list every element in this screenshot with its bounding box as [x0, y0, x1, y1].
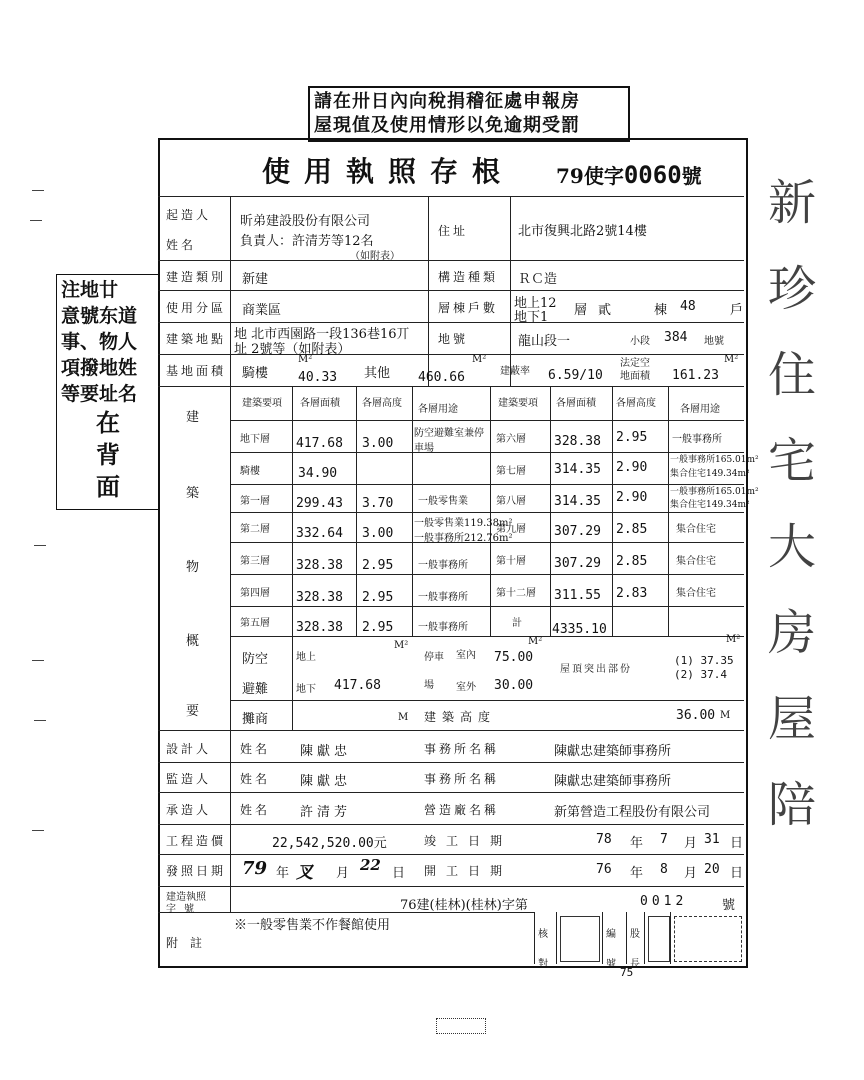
builder-name-label: 姓名: [166, 238, 197, 252]
header-height: 各層高度: [362, 398, 402, 409]
shelter-label-2: 避難: [242, 682, 269, 697]
designer-name: 陳獻忠: [300, 744, 352, 759]
floor-area: 314.35: [554, 494, 601, 509]
floor-use: 一般事務所165.01m²: [670, 487, 759, 497]
floor-use: 一般零售業119.38m²: [414, 518, 513, 529]
lot-number: 384: [664, 330, 688, 345]
row-line: [158, 854, 744, 855]
seal-stamp: [674, 916, 742, 962]
col-line: [556, 912, 557, 964]
header-height: 各層高度: [616, 398, 656, 409]
floor-area: 328.38: [296, 590, 343, 605]
side-note-line: 事、物人: [61, 331, 138, 353]
header-item: 建築要項: [242, 398, 282, 409]
floors-above: 地上12: [514, 296, 557, 311]
stamp-char: 新: [767, 175, 816, 231]
floor-name: 地下層: [240, 434, 270, 445]
start-month: 8: [660, 862, 668, 877]
unit-m: M: [398, 712, 409, 723]
permit-no: 0060: [623, 161, 682, 189]
household-unit: 戶: [730, 303, 744, 318]
unit-m2: M²: [724, 354, 739, 365]
building-permit-label-2: 字號: [166, 904, 202, 915]
floor-area: 417.68: [296, 436, 343, 451]
builder-attach: （如附表）: [350, 251, 400, 262]
parking-outdoor-label: 室外: [456, 682, 476, 693]
address-label: 住址: [438, 224, 469, 238]
name-label: 姓名: [240, 742, 271, 756]
row-line: [158, 792, 744, 793]
floor-use: 集合住宅: [676, 556, 716, 567]
coverage-value: 6.59/10: [548, 368, 603, 383]
margin-mark: [32, 190, 44, 191]
stamp-char: 珍: [767, 261, 816, 317]
summary-label: 概: [186, 634, 200, 649]
header-use: 各層用途: [680, 404, 720, 415]
completion-year: 78: [596, 832, 612, 847]
building-height: 36.00: [676, 708, 716, 723]
floor-area: 328.38: [296, 620, 343, 635]
year-unit: 年: [276, 866, 290, 881]
floor-use: 一般事務所: [672, 434, 722, 445]
row-line: [230, 420, 744, 421]
row-line: [230, 484, 744, 485]
site-address-1: 地 北市西園路一段136巷16丌: [234, 327, 410, 342]
coverage-label: 建蔽率: [500, 366, 530, 377]
floor-name: 第四層: [240, 588, 270, 599]
floor-name: 第十層: [496, 556, 526, 567]
year-unit: 年: [630, 836, 644, 851]
month-unit: 月: [336, 866, 350, 881]
name-label: 姓名: [240, 772, 271, 786]
row-line: [158, 290, 744, 291]
designer-office: 陳獻忠建築師事務所: [554, 744, 672, 759]
side-note-line: 注地廿: [61, 279, 119, 301]
height-label: 建築高度: [424, 710, 497, 724]
parking-label-1: 停車: [424, 652, 444, 663]
floor-area: 332.64: [296, 526, 343, 541]
day-unit: 日: [730, 836, 744, 851]
shelter-above-label: 地上: [296, 652, 316, 663]
area-label: 基地面積: [166, 364, 227, 378]
header-use: 各層用途: [418, 404, 458, 415]
lot-suffix: 地號: [704, 336, 724, 347]
start-year: 76: [596, 862, 612, 877]
permit-number: [556, 160, 702, 189]
stamp-char: 房: [767, 605, 816, 661]
floor-use: 防空避難室兼停車場: [414, 428, 484, 454]
roof-label: 屋頂突出部份: [560, 664, 632, 675]
col-line: [550, 386, 551, 636]
col-line: [510, 196, 511, 386]
unit-m2: M²: [528, 636, 543, 647]
builder-label: 起造人: [166, 208, 212, 222]
completion-month: 7: [660, 832, 668, 847]
side-note-strong: 面: [96, 472, 120, 501]
supervisor-name: 陳獻忠: [300, 774, 352, 789]
floor-height: 2.95: [362, 590, 394, 605]
issue-month: 叉: [296, 863, 313, 883]
floor-area: 34.90: [298, 466, 338, 481]
remark-no: 75: [620, 966, 634, 979]
row-line: [158, 730, 744, 731]
row-line: [158, 386, 744, 387]
parking-indoor: 75.00: [494, 650, 534, 665]
side-note-line: 等要址名: [61, 383, 138, 405]
parking-indoor-label: 室內: [456, 650, 476, 661]
unit-m2: M²: [472, 354, 487, 365]
dept-stamp: [648, 916, 670, 962]
bottom-stamp: [436, 1018, 486, 1034]
col-line: [230, 196, 231, 912]
roof-area-1: (1) 37.35: [674, 654, 734, 667]
cost-label: 工程造價: [166, 834, 227, 848]
page-title: 使用執照存根: [262, 155, 515, 188]
category-value: 新建: [242, 272, 269, 287]
floor-use: 一般事務所: [418, 560, 468, 571]
issue-label: 發照日期: [166, 864, 227, 878]
parking-label-2: 場: [424, 680, 434, 691]
floor-use: 一般事務所: [418, 622, 468, 633]
floors-below: 地下1: [514, 310, 549, 325]
edit-label: 編號: [606, 929, 616, 970]
building-unit: 棟: [654, 303, 668, 318]
factory-label: 營造廠名稱: [424, 803, 500, 817]
floor-area: 299.43: [296, 496, 343, 511]
supervisor-office: 陳獻忠建築師事務所: [554, 774, 672, 789]
row-line: [158, 260, 744, 261]
office-label: 事務所名稱: [424, 742, 500, 756]
structure-value: ＲＣ造: [518, 272, 558, 287]
side-note: [56, 274, 160, 510]
col-line: [626, 912, 627, 964]
side-note-line: 項撥地姓: [61, 357, 138, 379]
open-space-label-2: 地面積: [620, 371, 650, 382]
lot-section: 龍山段一: [518, 334, 571, 349]
day-unit: 日: [730, 866, 744, 881]
margin-mark: [32, 660, 44, 661]
site-address-2: 址 2號等（如附表）: [234, 342, 351, 357]
row-line: [158, 196, 744, 197]
margin-mark: [34, 545, 46, 546]
floor-use: 一般事務所165.01m²: [670, 455, 759, 465]
row-line: [158, 762, 744, 763]
header-area: 各層面積: [556, 398, 596, 409]
completion-label: 竣工日期: [424, 834, 513, 848]
designer-label: 設計人: [166, 742, 212, 756]
month-unit: 月: [684, 866, 698, 881]
floor-name: 第一層: [240, 496, 270, 507]
row-line: [158, 824, 744, 825]
floor-name: 第三層: [240, 556, 270, 567]
unit-m2: M²: [298, 354, 313, 365]
unit-m: M: [720, 710, 731, 721]
building-permit-label-1: 建造執照: [166, 892, 206, 903]
margin-mark: [30, 220, 42, 221]
supervisor-label: 監造人: [166, 772, 212, 786]
name-label: 姓名: [240, 803, 271, 817]
building-permit-value: 76建(桂林)(桂林)字第: [400, 898, 528, 913]
floor-name: 第二層: [240, 524, 270, 535]
summary-label: 築: [186, 486, 200, 501]
floor-unit: 層: [574, 303, 588, 318]
side-note-strong: 背: [96, 440, 120, 469]
lot-subsection: 小段: [630, 336, 650, 347]
col-line: [534, 912, 535, 964]
floor-height: 2.85: [616, 554, 648, 569]
issue-year: 79: [242, 858, 268, 879]
floor-height: 2.90: [616, 490, 648, 505]
col-line: [428, 196, 429, 386]
contractor-label: 承造人: [166, 803, 212, 817]
stamp-char: 大: [767, 519, 816, 575]
remark-label: 附註: [166, 936, 215, 950]
floor-name: 第六層: [496, 434, 526, 445]
side-note-strong: 在: [96, 408, 120, 437]
builder-rep: 負責人：許清芳等12名: [240, 234, 374, 249]
col-line: [490, 386, 491, 636]
unit-m2: M²: [726, 634, 741, 645]
contractor-company: 新第營造工程股份有限公司: [554, 805, 711, 820]
floor-height: 3.00: [362, 526, 394, 541]
floor-height: 2.95: [362, 620, 394, 635]
contractor-name: 許清芳: [300, 805, 352, 820]
permit-suffix: 號: [681, 164, 702, 188]
margin-mark: [32, 830, 44, 831]
floor-height: 3.70: [362, 496, 394, 511]
category-label: 建造類別: [166, 270, 227, 284]
col-line: [668, 386, 669, 636]
header-item: 建築要項: [498, 398, 538, 409]
cost-value: 22,542,520.00元: [272, 836, 387, 851]
summary-label: 建: [186, 410, 200, 425]
row-line: [158, 886, 744, 887]
floor-use: 集合住宅: [676, 588, 716, 599]
zone-label: 使用分區: [166, 301, 227, 315]
building-permit-suffix: 號: [722, 898, 736, 913]
lot-label: 地號: [438, 332, 469, 346]
shelter-below-label: 地下: [296, 684, 316, 695]
row-line: [230, 574, 744, 575]
col-line: [612, 386, 613, 636]
floor-use: 集合住宅: [676, 524, 716, 535]
permit-year: 79: [556, 164, 584, 188]
start-day: 20: [704, 862, 720, 877]
shelter-below-area: 417.68: [334, 678, 381, 693]
row-line: [230, 636, 744, 637]
building-count: 貳: [598, 303, 612, 318]
row-line: [230, 512, 744, 513]
builder-company: 昕弟建設股份有限公司: [240, 214, 371, 229]
floor-name: 第十二層: [496, 588, 536, 599]
tax-notice-box: [308, 86, 630, 142]
floor-name: 第七層: [496, 466, 526, 477]
floor-use-2: 集合住宅149.34m²: [670, 469, 750, 479]
col-line: [412, 386, 413, 636]
shop-label: 攤商: [242, 712, 269, 727]
floor-height: 2.95: [616, 430, 648, 445]
floor-area: 314.35: [554, 462, 601, 477]
stamp-char: 宅: [767, 433, 816, 489]
stamp-char: 屋: [767, 691, 816, 747]
floor-area: 311.55: [554, 588, 601, 603]
stamp-char: 陪: [767, 777, 816, 833]
floor-name: 騎樓: [240, 466, 260, 477]
col-line: [644, 912, 645, 964]
floor-height: 2.90: [616, 460, 648, 475]
col-line: [602, 912, 603, 964]
total-label: 計: [512, 618, 522, 629]
year-unit: 年: [630, 866, 644, 881]
notice-line-1: 請在卅日內向稅捐稽征處申報房: [314, 91, 580, 112]
completion-day: 31: [704, 832, 720, 847]
floors-label: 層棟戶數: [438, 301, 499, 315]
total-area: 4335.10: [552, 622, 607, 637]
structure-label: 構造種類: [438, 270, 499, 284]
floor-use-2: 集合住宅149.34m²: [670, 500, 750, 510]
floor-area: 307.29: [554, 524, 601, 539]
office-label: 事務所名稱: [424, 772, 500, 786]
parking-outdoor: 30.00: [494, 678, 534, 693]
other-label: 其他: [364, 366, 391, 381]
builder-address: 北市復興北路2號14樓: [518, 224, 647, 239]
summary-label: 物: [186, 560, 200, 575]
margin-mark: [34, 720, 46, 721]
col-line: [292, 386, 293, 730]
floor-area: 328.38: [296, 558, 343, 573]
floor-height: 2.85: [616, 522, 648, 537]
floor-name: 第五層: [240, 618, 270, 629]
month-unit: 月: [684, 836, 698, 851]
floor-height: 2.95: [362, 558, 394, 573]
col-line: [356, 386, 357, 636]
check-stamp: [560, 916, 600, 962]
roof-area-2: (2) 37.4: [674, 668, 727, 681]
right-stamp: [762, 160, 822, 920]
household-count: 48: [680, 299, 696, 314]
remark-text: ※一般零售業不作餐館使用: [234, 918, 391, 933]
floor-area: 328.38: [554, 434, 601, 449]
permit-word: 字: [603, 164, 624, 188]
floor-use: 一般零售業: [418, 496, 468, 507]
notice-line-2: 屋現值及使用情形以免逾期受罰: [314, 115, 580, 136]
floor-height: 3.00: [362, 436, 394, 451]
start-label: 開工日期: [424, 864, 513, 878]
floor-height: 2.83: [616, 586, 648, 601]
floor-name: 第八層: [496, 496, 526, 507]
permit-kind: 使: [583, 164, 604, 188]
summary-label: 要: [186, 704, 200, 719]
shelter-label-1: 防空: [242, 652, 269, 667]
unit-m2: M²: [394, 640, 409, 651]
open-space-value: 161.23: [672, 368, 719, 383]
day-unit: 日: [392, 866, 406, 881]
row-line: [230, 700, 744, 701]
dept-label: 股長: [630, 929, 640, 970]
other-area: 460.66: [418, 370, 465, 385]
stamp-char: 住: [767, 347, 816, 403]
floor-use: 一般事務所: [418, 592, 468, 603]
floor-use-extra: 一般事務所212.76m²: [414, 533, 513, 544]
open-space-label-1: 法定空: [620, 358, 650, 369]
floor-name: 第九層: [496, 524, 526, 535]
row-line: [230, 606, 744, 607]
check-label: 核對: [538, 929, 548, 970]
site-label: 建築地點: [166, 332, 227, 346]
issue-day: 22: [360, 856, 381, 874]
building-permit-no: 0012: [640, 894, 688, 909]
col-line: [670, 912, 671, 964]
side-note-line: 意號东道: [61, 305, 138, 327]
arcade-label: 騎樓: [242, 366, 269, 381]
arcade-area: 40.33: [298, 370, 338, 385]
zone-value: 商業區: [242, 303, 282, 318]
floor-area: 307.29: [554, 556, 601, 571]
header-area: 各層面積: [300, 398, 340, 409]
